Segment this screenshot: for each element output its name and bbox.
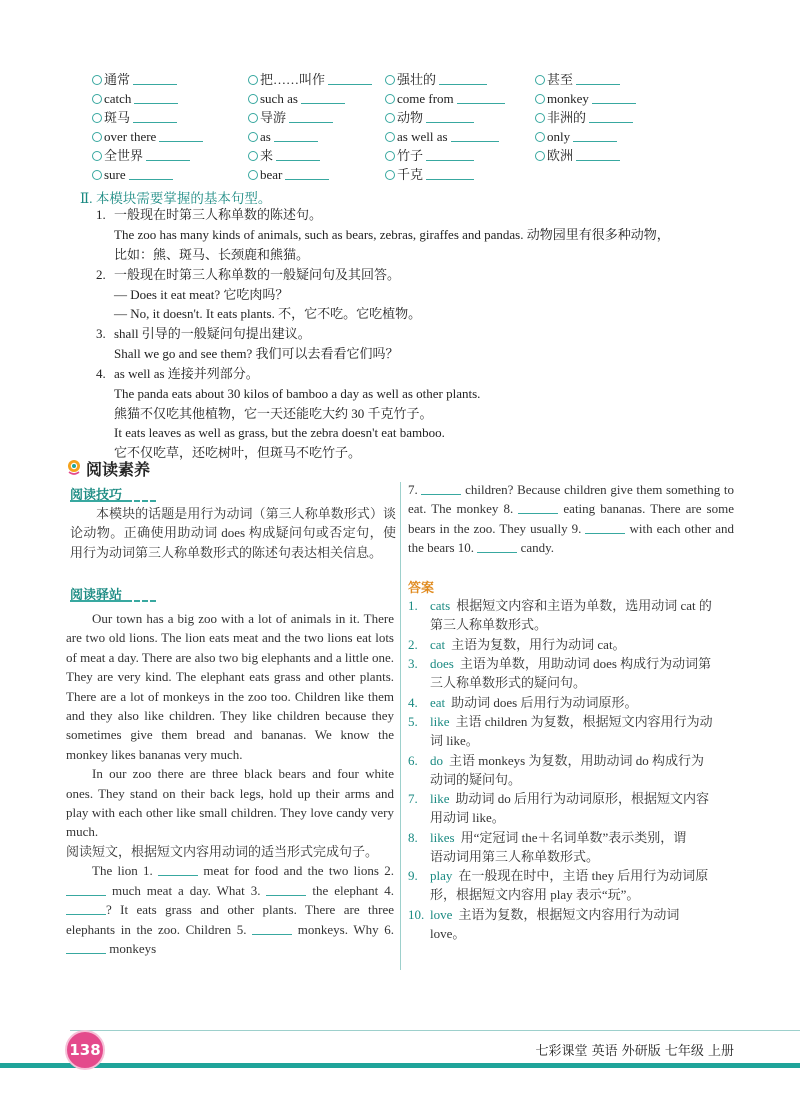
circle-icon [248,94,258,104]
circle-icon [248,113,258,123]
answer-explanation: 主语为复数，用行为动词 cat。 [451,636,626,652]
circle-icon [385,94,395,104]
cloze-blank[interactable] [158,863,198,876]
vocab-item [385,108,474,127]
cloze-text: candy. [517,540,555,556]
vocab-grid [92,70,732,184]
vocab-item [535,146,620,165]
cloze-blank[interactable] [66,941,106,954]
cloze-right-text [408,480,734,558]
answer-item [408,654,734,692]
cloze-blank[interactable] [518,501,558,514]
cloze-text: with each other and the bears 10. [408,520,735,556]
vocab-word: as [260,129,271,144]
pattern-number: 1. [96,207,106,222]
vocab-word: monkey [547,91,589,106]
vocab-row [92,108,732,127]
cloze-right [408,480,734,558]
answer-item [408,866,734,904]
vocab-word: 竹子 [397,148,424,163]
vocab-item [535,127,617,146]
pattern-heading [96,364,259,384]
pattern-example: — Does it eat meat? 它吃肉吗？ [114,286,289,302]
answer-word: likes [430,829,455,845]
answer-explanation: 在一般现在时中，主语 they 后用行为动词原 [458,868,709,883]
vocab-item [248,165,329,184]
location-pin-icon [66,459,82,475]
circle-icon [385,132,395,142]
circle-icon [248,132,258,142]
answer-explanation-cont: 语动词用第三人称单数形式。 [430,848,600,864]
passage [66,609,394,958]
vocab-item [92,127,203,146]
vocab-blank[interactable] [274,129,318,142]
answer-word: does [430,656,454,671]
circle-icon [385,113,395,123]
circle-icon [535,75,545,85]
pattern-example: The zoo has many kinds of animals, such as bears, zebras, giraffes and pandas. 动物园里有很多种动物， [114,227,670,242]
answer-number: 4. [408,694,418,710]
cloze-text: children? Because children give them something to eat. The monkey 8. [408,482,735,517]
vocab-blank[interactable] [592,91,636,104]
vocab-item [385,165,474,184]
cloze-blank[interactable] [66,883,106,896]
answer-item [408,789,734,827]
answers-title: 答案 [408,581,435,596]
circle-icon [248,75,258,85]
vocab-item [385,89,505,108]
vocab-item [248,89,345,108]
cloze-blank[interactable] [252,922,292,935]
answer-item [408,751,734,789]
answer-item [408,712,734,750]
footer-line [70,1030,800,1031]
answer-item [408,596,734,634]
pattern-example: 熊猫不仅吃其他植物，它一天还能吃大约 30 千克竹子。 [114,405,433,421]
vocab-word: 欧洲 [547,148,574,163]
vocab-item [92,89,178,108]
vocab-item [92,146,190,165]
pattern-example: Shall we go and see them? 我们可以去看看它们吗？ [114,346,399,361]
vocab-word: sure [104,167,126,182]
vocab-word: 来 [260,148,274,163]
answer-explanation: 主语 children 为复数，根据短文内容用行为动 [455,714,713,729]
vocab-word: catch [104,91,132,106]
tips-text: 本模块的话题是用行为动词（第三人称单数形式）谈论动物。正确使用助动词 does 构成疑问句或否定句，使用行为动词第三人称单数形式的陈述句表达相关信息。 [70,506,396,560]
answer-word: play [430,868,453,883]
answers-list [408,596,734,943]
pattern-heading [96,205,322,225]
vocab-row [92,70,732,89]
section-ii-title: Ⅱ. 本模块需要掌握的基本句型。 [80,191,272,206]
vocab-row [92,165,732,184]
answer-word: love [430,906,453,922]
vocab-word: 把……叫作 [260,72,326,87]
pattern-example: The panda eats about 30 kilos of bamboo a day as well as other plants. [114,386,481,401]
circle-icon [535,151,545,161]
vocab-word: 强壮的 [397,72,437,87]
vocab-word: come from [397,91,454,106]
vocab-row [92,127,732,146]
vocab-item [92,70,177,89]
tips-underline [70,500,132,502]
circle-icon [92,113,102,123]
vocab-blank[interactable] [573,129,617,142]
circle-icon [92,75,102,85]
cloze-text: much meat a day. What 3. [106,882,261,898]
vocab-word: 通常 [104,72,131,87]
cloze-blank[interactable] [585,521,625,534]
vocab-blank[interactable] [576,148,620,161]
vocab-blank[interactable] [439,72,487,85]
circle-icon [535,132,545,142]
answer-explanation: 助动词 does 后用行为动词原形。 [451,694,638,710]
vocab-blank[interactable] [146,148,190,161]
vocab-word: 非洲的 [547,110,587,125]
vocab-blank[interactable] [451,129,499,142]
answer-item [408,635,734,654]
circle-icon [385,75,395,85]
vocab-word: as well as [397,129,448,144]
circle-icon [92,94,102,104]
answer-explanation: 用“定冠词 the＋名词单数”表示类别，谓 [460,829,687,845]
cloze-text: monkeys [106,940,157,956]
answer-word: like [430,714,450,729]
station-dash [134,600,156,602]
answer-explanation-cont: 形，根据短文内容用 play 表示“玩”。 [430,887,640,902]
circle-icon [535,94,545,104]
vocab-word: such as [260,91,298,106]
answer-number: 5. [408,714,418,729]
vocab-row [92,89,732,108]
answer-number: 6. [408,752,418,768]
vocab-blank[interactable] [133,72,177,85]
cloze-blank[interactable] [266,883,306,896]
answer-explanation-cont: 第三人称单数形式。 [430,617,548,632]
vocab-blank[interactable] [328,72,372,85]
answer-explanation: 主语为复数，根据短文内容用行为动词 [458,906,680,922]
vocab-blank[interactable] [576,72,620,85]
pattern-example: 比如：熊、斑马、长颈鹿和熊猫。 [114,246,310,262]
answer-number: 1. [408,598,418,613]
vocab-item [248,146,320,165]
vocab-blank[interactable] [457,91,505,104]
vocab-item [92,165,173,184]
footer-text: 七彩课堂 英语 外研版 七年级 上册 [535,1044,734,1059]
page-number: 138 [65,1030,105,1070]
answer-explanation-cont: 词 like。 [430,733,479,748]
answer-item [408,828,734,866]
answer-number: 3. [408,656,418,671]
instruction: 阅读短文，根据短文内容用动词的适当形式完成句子。 [66,843,379,859]
answer-number: 2. [408,636,418,652]
vocab-item [385,127,499,146]
pattern-heading [96,324,311,344]
vocab-blank[interactable] [134,91,178,104]
reading-header: 阅读素养 [86,460,151,479]
vocab-blank[interactable] [129,167,173,180]
passage-paragraph-2: In our zoo there are three black bears and four white ones. They stand on their back legs, hold up their arms and play with each other like small children. They love candy very much. [66,766,394,840]
pattern-example: — No, it doesn't. It eats plants. 不，它不吃。它吃植物。 [114,306,422,321]
tips-dash [134,500,156,502]
circle-icon [248,151,258,161]
tips-title: 阅读技巧 [70,488,123,503]
vocab-item [535,89,636,108]
vocab-word: over there [104,129,157,144]
answer-word: cats [430,598,451,613]
vocab-blank[interactable] [276,148,320,161]
cloze-text: 7. [408,482,418,497]
answer-item [408,693,734,712]
vocab-word: 导游 [260,110,287,125]
pattern-heading [96,265,400,285]
station-underline [70,600,132,602]
answer-explanation-cont: 三人称单数形式的疑问句。 [430,675,587,690]
answer-number: 8. [408,829,418,845]
vocab-blank[interactable] [285,167,329,180]
vocab-item [248,70,372,89]
answer-explanation: 主语为单数，用助动词 does 构成行为动词第 [459,656,712,671]
cloze-text: The lion 1. [92,863,153,879]
vocab-word: bear [260,167,283,182]
answer-word: like [430,791,450,806]
answer-number: 9. [408,868,418,883]
cloze-text: the elephant 4. [306,882,395,898]
passage-paragraph-1: Our town has a big zoo with a lot of animals in it. There are two old lions. The lion eats meat and the two lions eat lots of meat a day. There are also two big elephants and a little one. They are very kind. The elephant eats grass and other plants. There are a lot of monkeys in the zoo too. Children like them and they also like children. They like children because they sometimes give them bread and bananas. We know the monkey likes bananas very much. [66,611,394,762]
pattern-head-text: 一般现在时第三人称单数的陈述句。 [114,207,323,222]
vocab-blank[interactable] [589,110,633,123]
answer-explanation: 助动词 do 后用行为动词原形，根据短文内容 [455,791,710,806]
station-title: 阅读驿站 [70,588,123,603]
vocab-blank[interactable] [426,110,474,123]
answer-explanation: 主语 monkeys 为复数，用助动词 do 构成行为 [449,752,704,768]
pattern-number: 3. [96,326,106,341]
cloze-blank[interactable] [421,482,461,495]
pattern-head-text: as well as 连接并列部分。 [114,366,259,381]
pattern-example: It eats leaves as well as grass, but the zebra doesn't eat bamboo. [114,425,445,440]
column-divider [400,482,401,970]
circle-icon [92,151,102,161]
vocab-item [92,108,177,127]
circle-icon [248,170,258,180]
answer-explanation-cont: 动词的疑问句。 [430,771,522,787]
cloze-blank[interactable] [477,540,517,553]
answer-number: 7. [408,791,418,806]
pattern-head-text: shall 引导的一般疑问句提出建议。 [114,326,311,341]
circle-icon [92,170,102,180]
cloze-text: meat for food and the two lions 2. [198,863,395,879]
pattern-example: 它不仅吃草，还吃树叶，但斑马不吃竹子。 [114,444,362,460]
vocab-blank[interactable] [301,91,345,104]
vocab-word: only [547,129,571,144]
vocab-blank[interactable] [159,129,203,142]
vocab-item [248,108,333,127]
cloze-left [66,861,394,958]
footer-bar [0,1063,800,1068]
vocab-item [535,108,633,127]
vocab-item [385,70,487,89]
vocab-blank[interactable] [426,167,474,180]
cloze-text: eating bananas. There are some bears in the zoo. They usually 9. [408,501,734,536]
cloze-blank[interactable] [66,902,106,915]
vocab-word: 全世界 [104,148,144,163]
pattern-number: 2. [96,266,106,282]
circle-icon [385,151,395,161]
pattern-number: 4. [96,366,106,381]
vocab-word: 动物 [397,110,424,125]
answer-explanation: 根据短文内容和主语为单数，选用动词 cat 的 [456,598,712,613]
circle-icon [535,113,545,123]
vocab-word: 斑马 [104,110,131,125]
answer-item [408,905,734,943]
answer-word: eat [430,694,446,710]
answer-word: cat [430,636,446,652]
cloze-text: monkeys. Why 6. [292,921,395,937]
vocab-row [92,146,732,165]
vocab-word: 千克 [397,167,424,182]
circle-icon [385,170,395,180]
vocab-blank[interactable] [426,148,474,161]
circle-icon [92,132,102,142]
answer-number: 10. [408,906,425,922]
vocab-blank[interactable] [133,110,177,123]
answer-word: do [430,752,443,768]
vocab-item [535,70,620,89]
answer-explanation-cont: 用动词 like。 [430,810,505,825]
cloze-text: ? It eats grass and other plants. There are three elephants in the zoo. Children 5. [66,902,394,937]
vocab-blank[interactable] [289,110,333,123]
pattern-head-text: 一般现在时第三人称单数的一般疑问句及其回答。 [114,266,401,282]
vocab-word: 甚至 [547,72,574,87]
vocab-item [248,127,318,146]
vocab-item [385,146,474,165]
answer-explanation-cont: love。 [430,925,466,941]
